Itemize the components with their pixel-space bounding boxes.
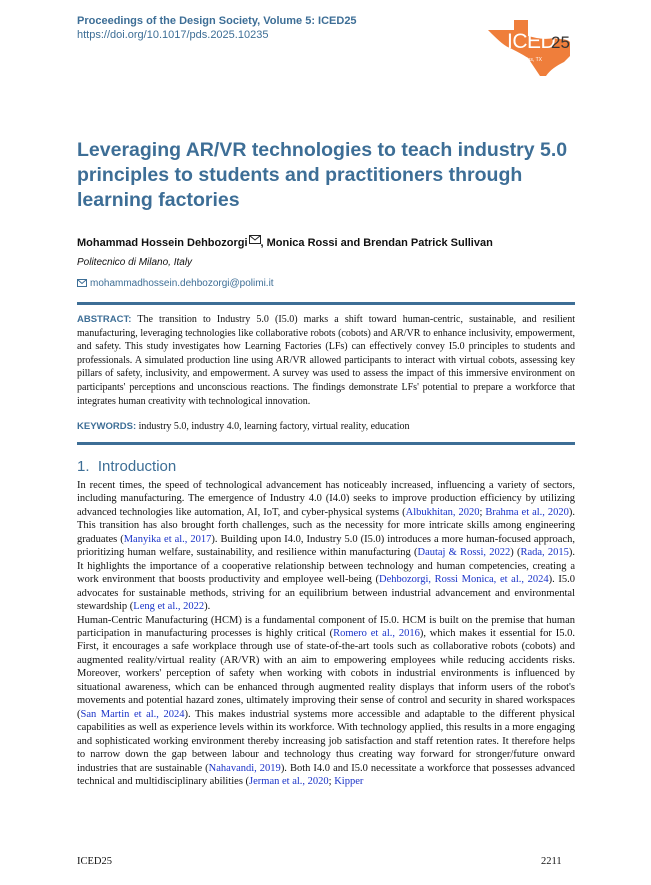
paper-title: Leveraging AR/VR technologies to teach industry 5.0 principles to students and practitioners through learning factories — [77, 139, 568, 211]
abstract-label: ABSTRACT: — [77, 314, 132, 325]
citation-link[interactable]: Albukhitan, 2020 — [405, 506, 480, 518]
abstract-text: The transition to Industry 5.0 (I5.0) marks a shift toward human-centric, sustainable, and resilient manufacturing, leveraging technologies like collaborative robots (cobots) and AR/VR to enhance inclusivity, empowerment, and safety. This study investigates how Learning Factories (LFs) can effectively convey I5.0 principles to students and professionals. A simulated production line using AR/VR allowed participants to interact with virtual cobots, assessing key pillars of safety, inclusivity, and empowerment. A survey was used to assess the impact of this immersive environment on participants' perceptions and unconscious reactions. The findings demonstrate LFs' potential to prepare a workforce that integrates human creativity with technological innovation. — [77, 314, 575, 407]
keywords-label: KEYWORDS: — [77, 421, 137, 432]
paragraph-2 — [77, 614, 575, 789]
text-run: ), which makes it essential for I5.0. First, it encourages a safe workplace through use of state-of-the-art tools such as collaborative robots (cobots) and augmented reality/virtual reality (AR/VR) with an aim to empowering employees while reducing accidents risks. Moreover, workers' perception of safety when working with cobots in industrial environments is influenced by situational awareness, which can be enhanced through augmented reality displays that inform users of the robot's movements and potential hazard zones, ultimately improving their sense of control and security in shared workspaces ( — [77, 627, 575, 720]
citation-link[interactable]: San Martin et al., 2024 — [80, 708, 185, 720]
text-run: ; — [328, 775, 335, 787]
section-title: Introduction — [97, 458, 177, 475]
citation-link[interactable]: Jerman et al., 2020 — [249, 775, 329, 787]
logo-location: Dallas, TX — [519, 57, 542, 63]
citation-link[interactable]: Brahma et al., 2020 — [485, 506, 569, 518]
email-row — [77, 278, 274, 289]
citation-link[interactable]: Kipper — [334, 775, 364, 787]
citation-link[interactable]: Dautaj & Rossi, 2022 — [417, 547, 511, 559]
journal-name: Proceedings of the Design Society, Volume 5: ICED25 — [77, 15, 357, 27]
abstract-top-rule — [77, 302, 575, 305]
text-run: ). It highlights the importance of a cooperative relationship between technology and human competencies, creating a work environment that boosts productivity and employee well-being ( — [77, 547, 576, 586]
text-run: Human-Centric Manufacturing (HCM) is a fundamental component of I5.0. HCM is built on the premise that human participation in manufacturing processes is highly critical ( — [77, 614, 575, 639]
keywords — [77, 421, 575, 432]
co-authors: , Monica Rossi and Brendan Patrick Sullivan — [260, 237, 493, 249]
abstract-bottom-rule — [77, 442, 575, 445]
keywords-text: industry 5.0, industry 4.0, learning factory, virtual reality, education — [138, 421, 410, 432]
citation-link[interactable]: Nahavandi, 2019 — [208, 762, 281, 774]
text-run: ). — [204, 601, 211, 613]
section-number: 1. — [77, 458, 90, 475]
body-text — [77, 479, 575, 788]
paragraph-1 — [77, 479, 575, 614]
text-run: ). This makes industrial systems more accessible and adaptable to the different physical capabilities as well as experience levels within its workforce. With technology applied, this results in a more engaging and sophisticated working environment thereby increasing job satisfaction and staff retention rates. It therefore helps to narrow down the gap between labour and technology thus creating way forward for stronger/future onward industries that are sustainable ( — [77, 708, 575, 774]
citation-link[interactable]: Dehbozorgi, Rossi Monica, et al., 2024 — [379, 574, 549, 586]
section-heading — [77, 458, 176, 475]
text-run: ; — [479, 506, 486, 518]
text-run: ) ( — [510, 547, 521, 559]
text-run: ). This transition has also brought forth challenges, such as the necessity for more intricate skills among engineering graduates ( — [77, 506, 575, 545]
text-run: In recent times, the speed of technological advancement has noticeably increased, influencing a variety of sectors, including manufacturing. The emergence of Industry 4.0 (I4.0) seeks to improve production efficiency by utilizing advanced technologies like automation, AI, IoT, and cyber-physical systems ( — [77, 480, 575, 518]
logo-text: ICED — [507, 30, 556, 53]
citation-link[interactable]: Leng et al., 2022 — [133, 601, 205, 613]
text-run: ). I5.0 advocates for sustainable methods, striving for an equilibrium between industrial advancement and environmental stewardship ( — [77, 574, 576, 613]
logo-number: 25 — [551, 33, 570, 52]
citation-link[interactable]: Manyika et al., 2017 — [123, 533, 212, 545]
email-link[interactable]: mohammadhossein.dehbozorgi@polimi.it — [90, 278, 274, 289]
abstract — [77, 313, 575, 408]
affiliation: Politecnico di Milano, Italy — [77, 257, 193, 268]
envelope-icon — [77, 279, 87, 287]
text-run: ). Both I4.0 and I5.0 necessitate a workforce that possesses advanced technical and multidisciplinary abilities ( — [77, 762, 575, 787]
citation-link[interactable]: Rada, 2015 — [520, 547, 569, 559]
citation-link[interactable]: Romero et al., 2016 — [333, 627, 420, 639]
doi-link[interactable]: https://doi.org/10.1017/pds.2025.10235 — [77, 29, 269, 41]
first-author: Mohammad Hossein Dehbozorgi — [77, 237, 248, 249]
page-number: 2211 — [541, 856, 562, 867]
author-list — [77, 235, 493, 249]
text-run: ). Building upon I4.0, Industry 5.0 (I5.0) introduces a more human-focused approach, prioritizing human welfare, sustainability, and resilience within manufacturing ( — [77, 533, 575, 559]
corresponding-author-envelope-icon — [249, 235, 261, 244]
footer-conference: ICED25 — [77, 856, 112, 867]
